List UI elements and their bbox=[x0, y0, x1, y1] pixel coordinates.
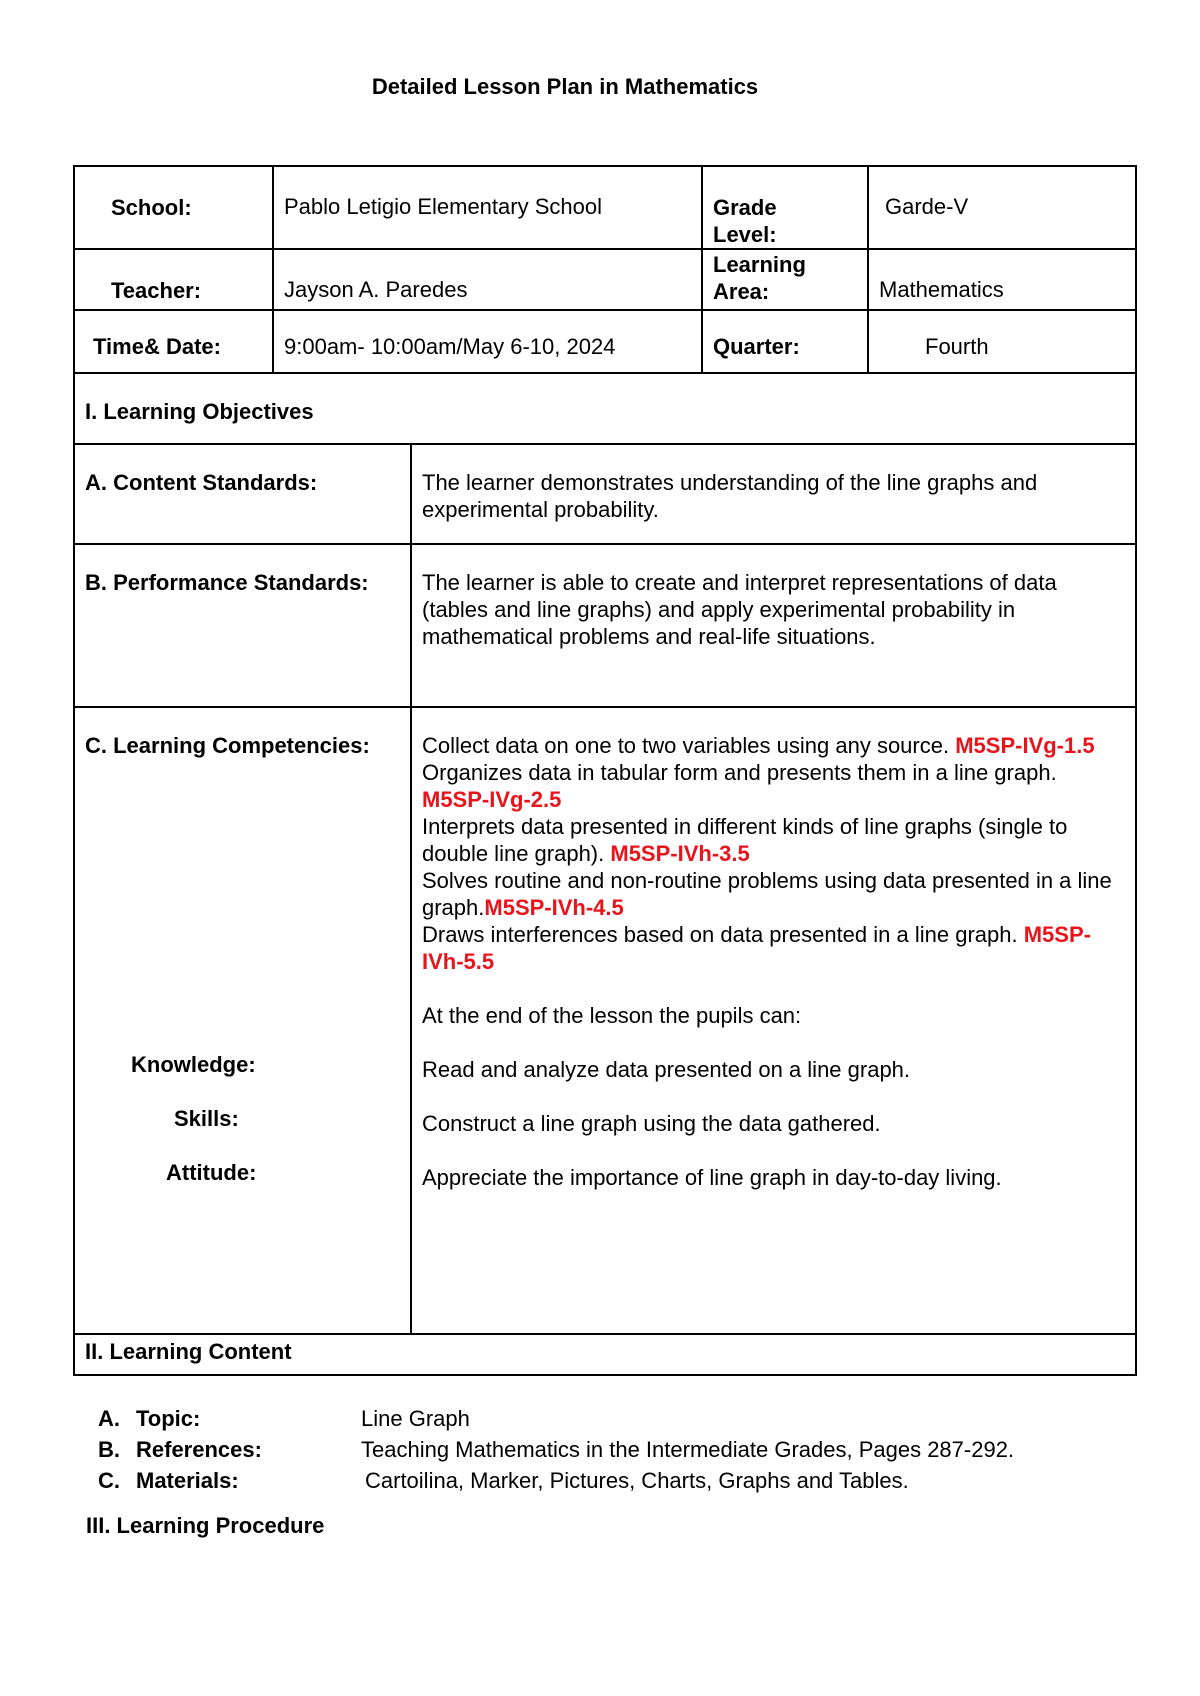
area-value-cell bbox=[868, 249, 1136, 310]
competencies-text-cell bbox=[411, 707, 1136, 1334]
skills-text: Construct a line graph using the data gathered. bbox=[422, 1111, 881, 1136]
competency-code: M5SP-IVg-2.5 bbox=[422, 787, 562, 812]
content-standards-label-cell bbox=[74, 444, 411, 544]
learning-content-list bbox=[98, 1403, 1014, 1496]
teacher-label: Teacher: bbox=[111, 278, 202, 303]
school-label: School: bbox=[111, 195, 192, 220]
competency-code: M5SP-IVh-4.5 bbox=[484, 895, 624, 920]
competency-item: Collect data on one to two variables using any source. M5SP-IVg-1.5 bbox=[422, 733, 1095, 758]
objectives-heading-cell bbox=[74, 373, 1136, 444]
grade-value-cell bbox=[868, 166, 1136, 249]
objectives-intro: At the end of the lesson the pupils can: bbox=[422, 1003, 802, 1028]
procedure-heading: III. Learning Procedure bbox=[86, 1513, 325, 1538]
learning-content-heading-cell bbox=[74, 1334, 1136, 1375]
grade-value: Garde-V bbox=[885, 194, 969, 219]
competency-code: M5SP-IVh-5.5 bbox=[422, 922, 1091, 974]
competency-code: M5SP-IVh-3.5 bbox=[610, 841, 750, 866]
grade-label: Grade Level: bbox=[713, 195, 777, 247]
knowledge-text: Read and analyze data presented on a line graph. bbox=[422, 1057, 911, 1082]
competencies-label-cell bbox=[74, 707, 411, 1334]
content-standards-text-cell bbox=[411, 444, 1136, 544]
objectives-heading: I. Learning Objectives bbox=[85, 399, 314, 424]
learning-content-heading: II. Learning Content bbox=[85, 1339, 292, 1364]
document-title: Detailed Lesson Plan in Mathematics bbox=[371, 74, 759, 99]
time-label-cell bbox=[74, 310, 273, 373]
time-label: Time& Date: bbox=[93, 334, 221, 359]
header-table bbox=[73, 165, 1137, 374]
time-value: 9:00am- 10:00am/May 6-10, 2024 bbox=[284, 334, 616, 359]
content-standards-label: A. Content Standards: bbox=[85, 470, 318, 495]
competency-code: M5SP-IVg-1.5 bbox=[955, 733, 1095, 758]
quarter-value-cell bbox=[868, 310, 1136, 373]
performance-standards-label: B. Performance Standards: bbox=[85, 570, 369, 595]
teacher-value-cell bbox=[273, 249, 702, 310]
knowledge-label: Knowledge: bbox=[131, 1052, 256, 1077]
teacher-value: Jayson A. Paredes bbox=[284, 277, 468, 302]
skills-label: Skills: bbox=[174, 1106, 239, 1131]
area-label-cell bbox=[702, 249, 868, 310]
grade-label-cell bbox=[702, 166, 868, 249]
school-value-cell bbox=[273, 166, 702, 249]
content-item-materials: C. Materials: Cartoilina, Marker, Pictures, Charts, Graphs and Tables. bbox=[98, 1468, 909, 1493]
performance-standards-text: The learner is able to create and interpret representations of data (tables and line graphs) and apply experimental probability in mathematical problems and real-life situations. bbox=[422, 570, 1057, 649]
quarter-label: Quarter: bbox=[713, 334, 800, 359]
school-label-cell bbox=[74, 166, 273, 249]
attitude-label: Attitude: bbox=[166, 1160, 257, 1185]
performance-standards-text-cell bbox=[411, 544, 1136, 707]
competency-item: Interprets data presented in different kinds of line graphs (single to double line graph). M5SP-IVh-3.5 bbox=[422, 814, 1068, 866]
content-item-references: B. References: Teaching Mathematics in the Intermediate Grades, Pages 287-292. bbox=[98, 1437, 1015, 1462]
performance-standards-label-cell bbox=[74, 544, 411, 707]
time-value-cell bbox=[273, 310, 702, 373]
competency-item: Organizes data in tabular form and presents them in a line graph. M5SP-IVg-2.5 bbox=[422, 760, 1057, 812]
area-value: Mathematics bbox=[879, 277, 1004, 302]
content-item-topic: A. Topic: Line Graph bbox=[98, 1406, 470, 1431]
school-value: Pablo Letigio Elementary School bbox=[284, 194, 602, 219]
area-label: Learning Area: bbox=[713, 252, 806, 304]
quarter-label-cell bbox=[702, 310, 868, 373]
teacher-label-cell bbox=[74, 249, 273, 310]
competency-item: Solves routine and non-routine problems using data presented in a line graph.M5SP-IVh-4.5 bbox=[422, 868, 1112, 920]
competencies-label: C. Learning Competencies: bbox=[85, 733, 370, 758]
competency-item: Draws interferences based on data presented in a line graph. M5SP-IVh-5.5 bbox=[422, 922, 1091, 974]
competencies-list bbox=[412, 708, 1135, 1191]
objectives-table bbox=[73, 372, 1137, 1376]
attitude-text: Appreciate the importance of line graph in day-to-day living. bbox=[422, 1165, 1002, 1190]
quarter-value: Fourth bbox=[925, 334, 989, 359]
content-standards-text: The learner demonstrates understanding of the line graphs and experimental probability. bbox=[422, 470, 1038, 522]
